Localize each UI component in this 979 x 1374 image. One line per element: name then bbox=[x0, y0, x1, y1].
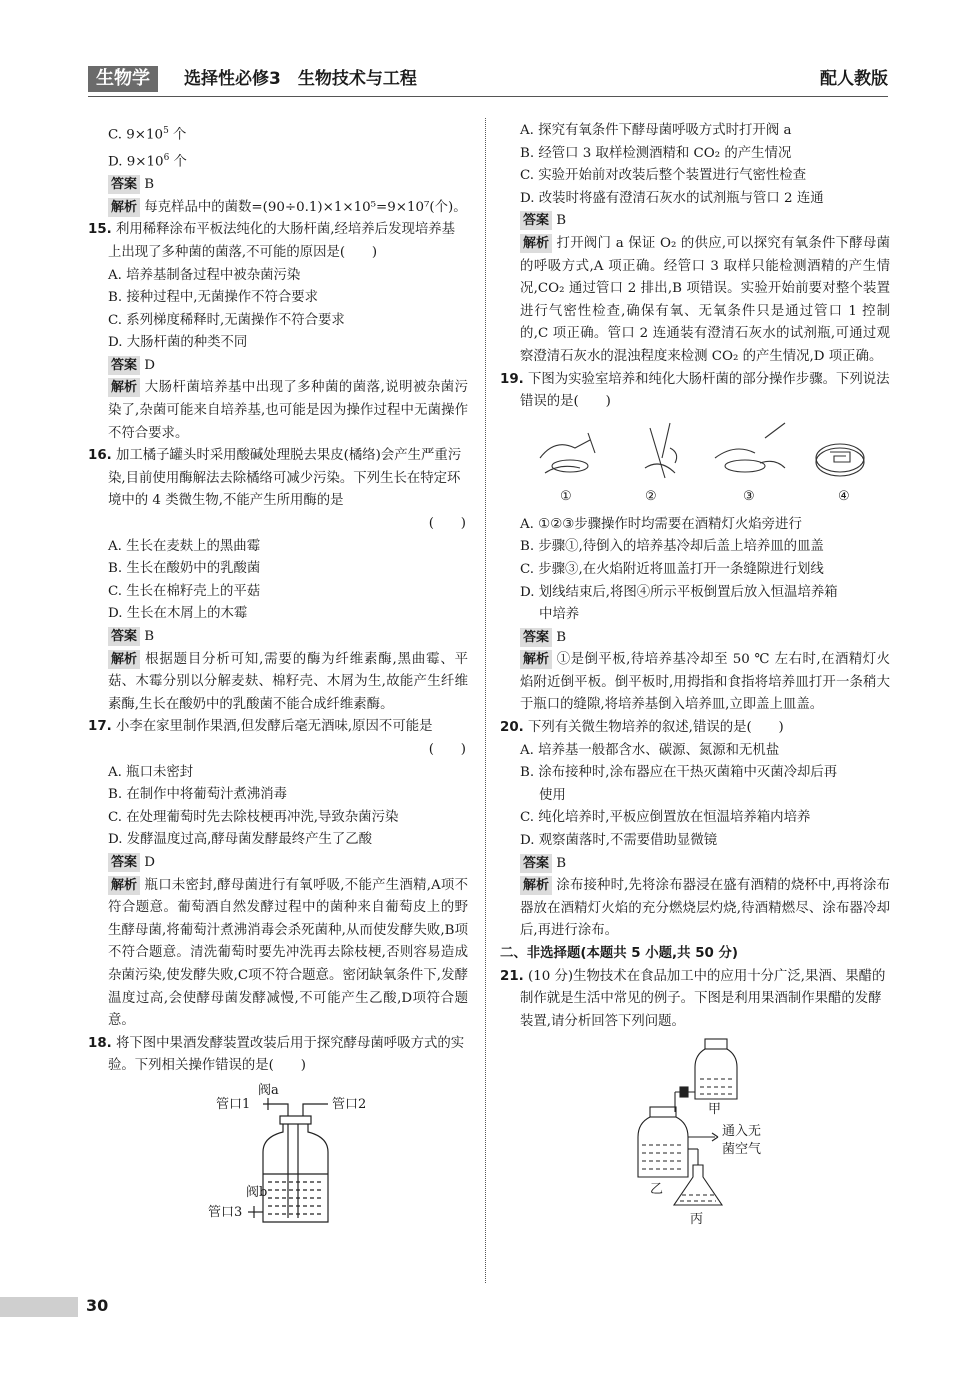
q17-paren: ( ) bbox=[428, 741, 466, 757]
fermenter-figure bbox=[88, 1082, 468, 1232]
header-rule bbox=[88, 96, 888, 97]
q15-option-a: A. 培养基制备过程中被杂菌污染 bbox=[108, 267, 301, 283]
q19-option-d: D. 划线结束后,将图④所示平板倒置后放入恒温培养箱 bbox=[520, 584, 838, 600]
vinegar-fermenter-drawing bbox=[500, 1037, 890, 1232]
q16-option-a: A. 生长在麦麸上的黑曲霉 bbox=[108, 538, 261, 554]
q18-option-b: B. 经管口 3 取样检测酒精和 CO₂ 的产生情况 bbox=[520, 145, 792, 161]
port-2-label: 管口2 bbox=[332, 1096, 367, 1112]
label-yi: 乙 bbox=[650, 1182, 664, 1198]
q20-option-d: D. 观察菌落时,不需要借助显微镜 bbox=[520, 833, 718, 849]
q15-answer: 答案 D bbox=[88, 355, 468, 378]
subject-badge: 生物学 bbox=[88, 66, 158, 92]
column-divider bbox=[485, 118, 486, 1283]
q17-option-a: A. 瓶口未密封 bbox=[108, 764, 194, 780]
valve-b-label: 阀b bbox=[246, 1184, 268, 1200]
q16-answer: 答案 B bbox=[88, 626, 468, 649]
q20-option-c: C. 纯化培养时,平板应倒置放在恒温培养箱内培养 bbox=[520, 810, 811, 826]
q16-option-c: C. 生长在棉籽壳上的平菇 bbox=[108, 583, 261, 599]
q17-answer: 答案 D bbox=[88, 852, 468, 875]
q18-answer: 答案 B bbox=[500, 210, 890, 233]
q19-option-d-cont: 中培养 bbox=[539, 607, 580, 623]
q19-option-a: A. ①②③步骤操作时均需要在酒精灯火焰旁进行 bbox=[520, 516, 802, 532]
q20-answer: 答案 B bbox=[500, 853, 890, 876]
q16-option-b: B. 生长在酸奶中的乳酸菌 bbox=[108, 561, 261, 577]
q16-option-d: D. 生长在木屑上的木霉 bbox=[108, 606, 248, 622]
question-17: 17. 小李在家里制作果酒,但发酵后毫无酒味,原因不可能是 bbox=[88, 719, 433, 735]
label-bing: 丙 bbox=[690, 1212, 704, 1228]
right-column bbox=[500, 120, 890, 1236]
fermenter-drawing bbox=[88, 1082, 468, 1232]
q15-explain: 解析 大肠杆菌培养基中出现了多种菌的菌落,说明被杂菌污染了,杂菌可能来自培养基,也可能是因为操作过程中无菌操作不符合要求。 bbox=[108, 380, 468, 441]
q19-option-b: B. 步骤①,待倒入的培养基冷却后盖上培养皿的皿盖 bbox=[520, 539, 824, 555]
step-2-label: ② bbox=[645, 488, 657, 504]
question-18: 18. 将下图中果酒发酵装置改装后用于探究酵母菌呼吸方式的实验。下列相关操作错误的是( ) bbox=[88, 1035, 465, 1074]
q17-option-c: C. 在处理葡萄时先去除枝梗再冲洗,导致杂菌污染 bbox=[108, 809, 399, 825]
label-air-line1: 通入无 bbox=[722, 1124, 762, 1140]
q17-option-b: B. 在制作中将葡萄汁煮沸消毒 bbox=[108, 787, 288, 803]
step-3-label: ③ bbox=[743, 488, 755, 504]
q16-paren: ( ) bbox=[428, 516, 466, 532]
question-16: 16. 加工橘子罐头时采用酸碱处理脱去果皮(橘络)会产生严重污染,目前使用酶解法去除橘络可减少污染。下列生长在特定环境中的 4 类微生物,不能产生所用酶的是 bbox=[88, 448, 462, 509]
port-1-label: 管口1 bbox=[216, 1096, 251, 1112]
plating-steps-figure bbox=[500, 418, 890, 510]
q19-option-c: C. 步骤③,在火焰附近将皿盖打开一条缝隙进行划线 bbox=[520, 561, 824, 577]
question-19: 19. 下图为实验室培养和纯化大肠杆菌的部分操作步骤。下列说法错误的是( ) bbox=[500, 371, 890, 410]
q15-option-b: B. 接种过程中,无菌操作不符合要求 bbox=[108, 290, 319, 306]
section-heading: 二、非选择题(本题共 5 小题,共 50 分) bbox=[500, 946, 739, 961]
q19-explain: 解析 ①是倒平板,待培养基冷却至 50 ℃ 左右时,在酒精灯火焰附近倒平板。倒平板时,用拇指和食指将培养皿打开一条稍大于瓶口的缝隙,将培养基倒入培养皿,立即盖上皿盖。 bbox=[520, 652, 890, 713]
q20-option-b-cont: 使用 bbox=[539, 787, 566, 803]
question-21: 21. (10 分)生物技术在食品加工中的应用十分广泛,果酒、果醋的制作就是生活中常见的例子。下图是利用果酒制作果醋的发酵装置,请分析回答下列问题。 bbox=[500, 968, 886, 1029]
q20-option-b: B. 涂布接种时,涂布器应在干热灭菌箱中灭菌冷却后再 bbox=[520, 765, 838, 781]
q18-option-d: D. 改装时将盛有澄清石灰水的试剂瓶与管口 2 连通 bbox=[520, 190, 824, 206]
plating-steps-drawing bbox=[500, 418, 890, 488]
valve-a-label: 阀a bbox=[258, 1082, 279, 1098]
q16-explain: 解析 根据题目分析可知,需要的酶为纤维素酶,黑曲霉、平菇、木霉分别以分解麦麸、棉籽壳、木屑为生,故能产生纤维素酶,生长在酸奶中的乳酸菌不能合成纤维素酶。 bbox=[108, 651, 468, 712]
q18-option-a: A. 探究有氧条件下酵母菌呼吸方式时打开阀 a bbox=[520, 123, 792, 138]
question-15: 15. 利用稀释涂布平板法纯化的大肠杆菌,经培养后发现培养基上出现了多种菌的菌落,不可能的原因是( ) bbox=[88, 222, 456, 260]
option-d-prev: D. $9\times 10^6$ 个 bbox=[108, 153, 187, 170]
explain-prev: 解析 每克样品中的菌数=(90÷0.1)×1×10⁵=9×10⁷(个)。 bbox=[88, 197, 468, 220]
label-air-line2: 菌空气 bbox=[722, 1142, 762, 1158]
edition-label: 配人教版 bbox=[820, 69, 888, 89]
page-header bbox=[88, 64, 888, 94]
q20-explain: 解析 涂布接种时,先将涂布器浸在盛有酒精的烧杯中,再将涂布器放在酒精灯火焰的充分燃烧层灼烧,待酒精燃尽、涂布器冷却后,再进行涂布。 bbox=[520, 878, 890, 939]
q17-option-d: D. 发酵温度过高,酵母菌发酵最终产生了乙酸 bbox=[108, 832, 373, 848]
q15-option-c: C. 系列梯度稀释时,无菌操作不符合要求 bbox=[108, 312, 345, 328]
q17-explain: 解析 瓶口未密封,酵母菌进行有氧呼吸,不能产生酒精,A项不符合题意。葡萄酒自然发酵过程中的菌种来自葡萄皮上的野生酵母菌,将葡萄汁煮沸消毒会杀死菌种,从而使发酵失败,B项不符合题意。清洗葡萄时要先冲洗再去除枝梗,否则容易造成杂菌污染,使发酵失败,C项不符合题意。密闭缺氧条件下,发酵温度过高,会使酵母菌发酵减慢,不可能产生乙酸,D项符合题意。 bbox=[108, 877, 468, 1029]
step-1-label: ① bbox=[560, 488, 572, 504]
left-column bbox=[88, 120, 468, 1236]
q19-answer: 答案 B bbox=[500, 627, 890, 650]
label-jia: 甲 bbox=[708, 1102, 722, 1118]
q15-option-d: D. 大肠杆菌的种类不同 bbox=[108, 335, 248, 351]
port-3-label: 管口3 bbox=[208, 1204, 243, 1220]
answer-prev: 答案 B bbox=[88, 174, 468, 197]
question-20: 20. 下列有关微生物培养的叙述,错误的是( ) bbox=[500, 720, 784, 736]
step-4-label: ④ bbox=[838, 488, 850, 504]
q18-option-c: C. 实验开始前对改装后整个装置进行气密性检查 bbox=[520, 168, 807, 184]
book-title: 选择性必修3 生物技术与工程 bbox=[184, 69, 417, 89]
option-c-prev: C. $9\times 10^5$ 个 bbox=[108, 126, 187, 143]
footer-bar bbox=[0, 1297, 78, 1317]
q20-option-a: A. 培养基一般都含水、碳源、氮源和无机盐 bbox=[520, 742, 780, 758]
vinegar-fermenter-figure bbox=[500, 1037, 890, 1232]
q18-explain: 解析 打开阀门 a 保证 O₂ 的供应,可以探究有氧条件下酵母菌的呼吸方式,A 项正确。经管口 3 取样只能检测酒精的产生情况,CO₂ 通过管口 2 排出,B 项错误。实验开始前要对整个装置进行气密性检查,确保有氧、无氧条件只是通过管口 1 控制的,C 项正确。管口 2 连通装有澄清石灰水的试剂瓶,可通过观察澄清石灰水的混浊程度来检测 CO₂ 的产生情况,D 项正确。 bbox=[520, 235, 890, 364]
page-number: 30 bbox=[86, 1296, 109, 1315]
